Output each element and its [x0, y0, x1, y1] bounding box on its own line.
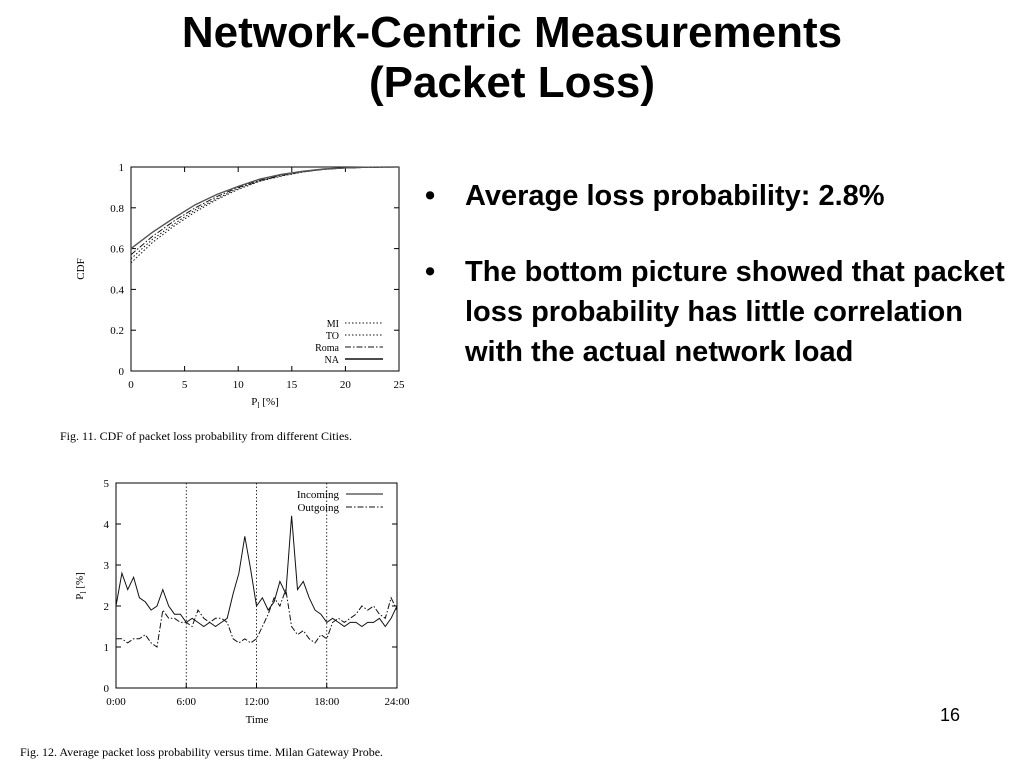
- legend-label: TO: [325, 331, 339, 342]
- y-tick-label: 1: [118, 162, 124, 174]
- legend-label: Outgoing: [297, 502, 339, 514]
- x-tick-label: 18:00: [314, 696, 340, 708]
- legend-label: Roma: [315, 343, 339, 354]
- bullet-text: The bottom picture showed that packet loss probability has little correlation with the actual network load: [465, 256, 1005, 368]
- y-tick-label: 0.4: [110, 284, 124, 297]
- y-tick-label: 0: [103, 683, 109, 695]
- x-tick-label: 25: [393, 379, 405, 391]
- y-axis-label: CDF: [75, 258, 87, 280]
- y-tick-label: 1: [103, 642, 109, 654]
- x-tick-label: 10: [232, 379, 244, 391]
- y-tick-label: 5: [103, 478, 109, 490]
- y-tick-label: 3: [103, 560, 109, 572]
- x-axis-label: Time: [245, 714, 269, 726]
- legend-label: MI: [326, 319, 339, 330]
- x-tick-label: 15: [286, 379, 298, 391]
- figure-caption: Fig. 11. CDF of packet loss probability from different Cities.: [60, 429, 352, 443]
- slide-title-line-1: Network-Centric Measurements: [181, 8, 843, 57]
- y-tick-label: 0: [118, 366, 124, 378]
- y-tick-label: 0.8: [110, 202, 124, 215]
- figure-caption: Fig. 12. Average packet loss probability versus time. Milan Gateway Probe.: [20, 745, 384, 759]
- x-tick-label: 20: [339, 379, 351, 391]
- x-tick-label: 24:00: [384, 696, 410, 708]
- bullet-item: [425, 252, 1010, 372]
- bullet-dot-icon: •: [425, 180, 436, 212]
- x-tick-label: 12:00: [243, 696, 270, 708]
- y-tick-label: 0.6: [110, 243, 124, 256]
- page-number: 16: [939, 705, 961, 725]
- legend-label: NA: [324, 355, 339, 366]
- bullet-dot-icon: •: [425, 256, 436, 288]
- legend-label: Incoming: [296, 489, 339, 501]
- x-tick-label: 5: [181, 379, 188, 391]
- y-axis-label: $P_l$ [%]: [74, 572, 88, 600]
- x-tick-label: 0:00: [106, 696, 126, 708]
- bullet-list: [425, 176, 1010, 408]
- x-tick-label: 0: [128, 379, 134, 391]
- x-axis-label: $P_l$ [%]: [251, 396, 279, 410]
- x-tick-label: 6:00: [176, 696, 197, 708]
- slide-title-line-2: (Packet Loss): [368, 58, 656, 107]
- y-tick-label: 4: [103, 519, 109, 531]
- bullet-text: Average loss probability: 2.8%: [465, 180, 885, 212]
- y-tick-label: 2: [103, 601, 109, 613]
- bullet-item: [425, 176, 1010, 216]
- packet-loss-time-figure: [0, 0, 480, 768]
- y-tick-label: 0.2: [110, 325, 124, 338]
